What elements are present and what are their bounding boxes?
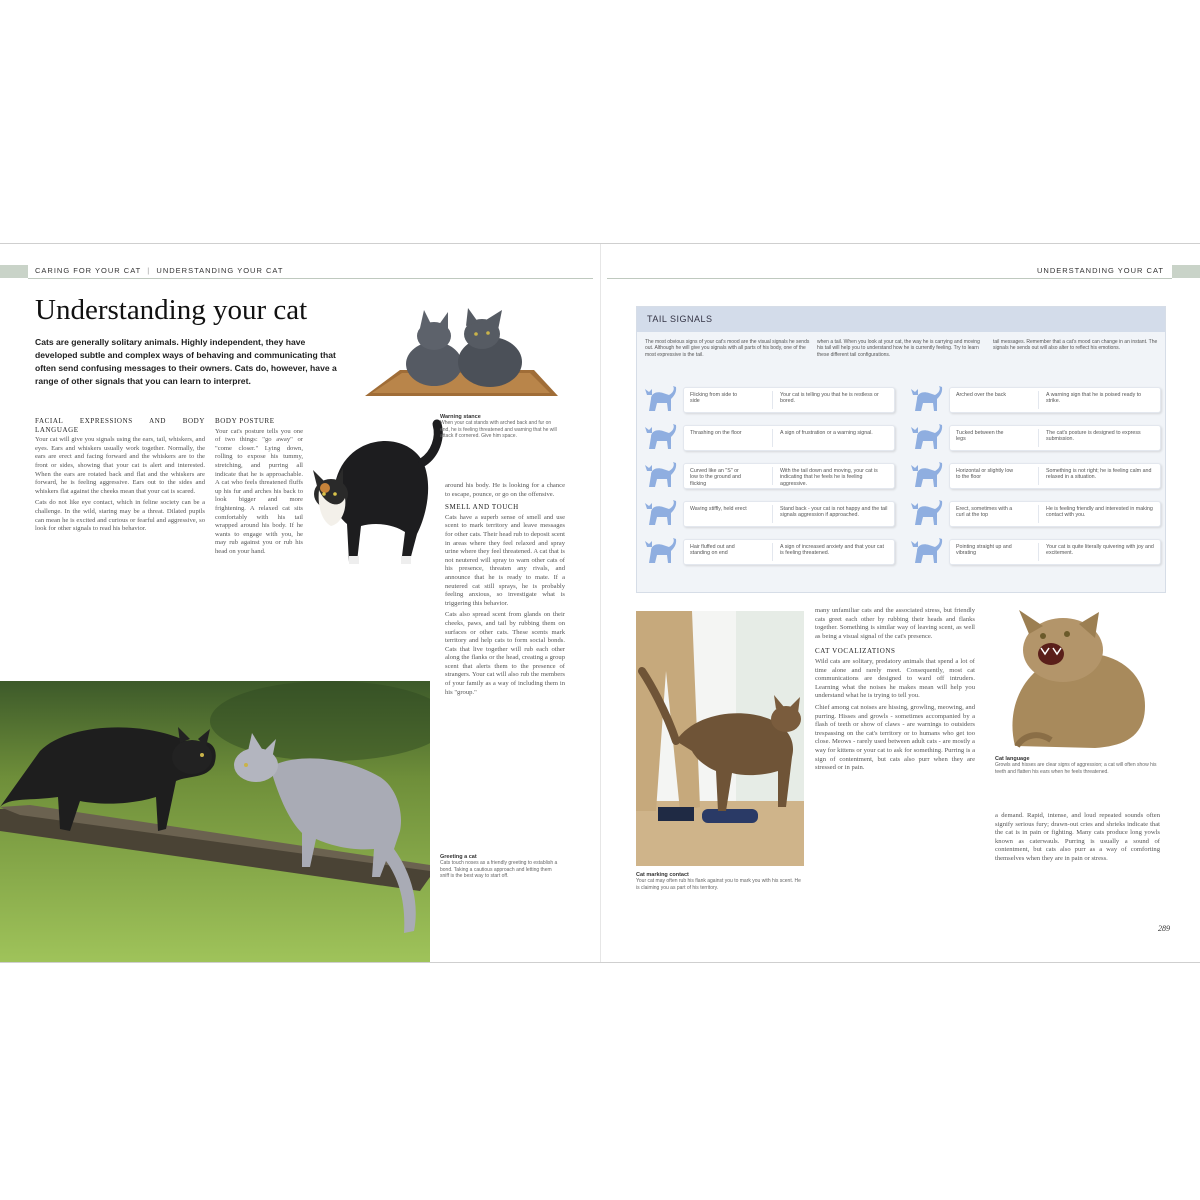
cat-silhouette-icon <box>643 461 677 489</box>
header-rule-right <box>607 278 1172 279</box>
page-gutter <box>600 244 601 962</box>
arched-cat-photo <box>305 414 445 569</box>
cat-silhouette-icon <box>909 385 943 413</box>
heading-body-posture: BODY POSTURE <box>215 417 275 425</box>
column-vocalizations-cont <box>995 812 1160 922</box>
divider <box>772 543 773 561</box>
tail-intro-1: The most obvious signs of your cat's mood are the visual signals he sends out. Although he will give you signals with all parts of his body, one of the most expressive is the tail. <box>645 339 810 358</box>
tail-signal-label: Horizontal or slightly low to the floor <box>956 468 1014 481</box>
tail-signal-card <box>949 425 1161 451</box>
caption-text: Growls and hisses are clear signs of aggression; a cat will often show his teeth and flatten his ears when he feels threatened. <box>995 762 1157 775</box>
page-title: Understanding your cat <box>35 294 308 326</box>
cat-marking-photo <box>636 611 804 866</box>
tail-signal-label: Thrashing on the floor <box>690 430 742 436</box>
divider <box>772 467 773 485</box>
tail-intro-2: when a tail. When you look at your cat, the way he is carrying and moving his tail will help you to understand how he is currently feeling. Try to learn these different tail configurations. <box>817 339 980 358</box>
tail-signal-card <box>949 387 1161 413</box>
paragraph: many unfamiliar cats and the associated stress, but friendly cats greet each other by rubbing their heads and flanks together. Something is similar way of leaving scent, as well as being a visual signal of the cat's presence. <box>815 607 975 640</box>
header-tab-right <box>1172 265 1200 278</box>
cats-on-log-photo <box>0 681 430 962</box>
paragraph: Your cat's posture tells you one of two things: "go away" or "come closer." Lying down, rolling to expose his tummy, stretching, and purring all indicate that he is approachable. A cat who feels threatened fluffs up his fur and arches his back to look bigger and more frightening. A relaxed cat sits comfortably with his tail wrapped around his body. If he wants to engage with you, he may rub against you or rub his head on your hand. <box>215 427 303 555</box>
cats-on-mat-photo <box>362 302 562 398</box>
tail-signal-label: Tucked between the legs <box>956 430 1004 443</box>
cat-silhouette-icon <box>643 385 677 413</box>
tail-signals-panel <box>636 306 1166 593</box>
cat-silhouette-icon <box>643 537 677 565</box>
tail-intro-3: tail messages. Remember that a cat's mood can change in an instant. The signals he sends out will also alter to reflect his emotions. <box>993 339 1158 352</box>
column-body-posture-cont <box>215 579 435 679</box>
tail-signal-meaning: Something is not right; he is feeling calm and relaxed in a situation. <box>1046 468 1152 481</box>
heading-smell-touch: SMELL AND TOUCH <box>445 503 519 512</box>
tail-signal-label: Flicking from side to side <box>690 392 738 405</box>
hissing-cat-photo <box>995 606 1150 751</box>
header-chapter: CARING FOR YOUR CAT <box>35 266 142 275</box>
cat-silhouette-icon <box>643 423 677 451</box>
tail-signal-meaning: A sign of increased anxiety and that your cat is feeling threatened. <box>780 544 884 557</box>
tail-signal-meaning: The cat's posture is designed to express submission. <box>1046 430 1141 443</box>
caption-warning-stance <box>440 414 562 440</box>
book-spread <box>0 243 1200 963</box>
tail-signal-card <box>949 501 1161 527</box>
caption-title: Cat language <box>995 756 1030 762</box>
tail-signal-meaning: He is feeling friendly and interested in making contact with you. <box>1046 506 1153 519</box>
running-header-right: UNDERSTANDING YOUR CAT <box>1036 266 1164 275</box>
paragraph: a demand. Rapid, intense, and loud repeated sounds often signify serious fury; drawn-out cries and shrieks indicate that the cat is in pain or fighting. Many cats produce long yowls known as caterwauls. Purring is usually a sound of contentment, but cats also purr as a way of comforting themselves when they are in pain or stress. <box>995 812 1160 862</box>
column-smell-touch <box>445 482 565 847</box>
divider <box>1038 543 1039 561</box>
divider <box>772 429 773 447</box>
header-tab-left <box>0 265 28 278</box>
paragraph: Cats have a superb sense of smell and use scent to mark territory and leave messages for other cats. Their head rub to deposit scent in areas where they feel relaxed and spray urine where they feel threatened. A cat that is not neutered will spray to warn other cats of his presence, threaten any rivals, and announce that he is ready to mate. If a neutered cat still sprays, he is probably feeling anxious, so investigate what is triggering this behavior. <box>445 513 565 607</box>
page-number: 289 <box>1158 924 1170 933</box>
tail-signal-card <box>683 501 895 527</box>
header-section: UNDERSTANDING YOUR CAT <box>156 266 284 275</box>
tail-signal-card <box>949 539 1161 565</box>
divider <box>1038 429 1039 447</box>
caption-text: Cats touch noses as a friendly greeting to establish a bond. Taking a cautious approach and letting them sniff is the best way to start off. <box>440 860 558 879</box>
column-facial-expressions <box>35 417 205 677</box>
paragraph: Cats also spread scent from glands on their cheeks, paws, and tail by rubbing them on surfaces or other cats. These scents mark territory and help cats to form social bonds. Cats that live together will rub each other along the flanks or the head, creating a group scent that alerts them to the presence of strangers. Your cat will also rub the members of your family as a way of including them in his "group." <box>445 611 565 696</box>
tail-signal-card <box>683 539 895 565</box>
tail-signal-label: Pointing straight up and vibrating <box>956 544 1012 557</box>
cat-silhouette-icon <box>909 537 943 565</box>
header-rule-left <box>28 278 593 279</box>
intro-text: Cats are generally solitary animals. Highly independent, they have developed subtle and complex ways of behaving and communicating that often send confusing messages to their owners. Cats do, however, have a range of other signals that you can learn to interpret. <box>35 337 337 386</box>
tail-signals-title: TAIL SIGNALS <box>637 307 1165 332</box>
paragraph: Wild cats are solitary, predatory animals that spend a lot of time alone and rarely meet. Consequently, most cat communications are designed to ward off intruders. Learning what the noises he makes mean will help you understand what he is trying to tell you. <box>815 657 975 700</box>
cat-silhouette-icon <box>909 499 943 527</box>
paragraph: Cats do not like eye contact, which in feline society can be a challenge. In the wild, staring may be a threat. Dilated pupils can mean he is excited and curious or fearful and aggressive, so look for other signals to read his behavior. <box>35 499 205 533</box>
tail-signal-card <box>683 387 895 413</box>
tail-signal-meaning: A warning sign that he is poised ready to strike. <box>1046 392 1142 405</box>
caption-title: Warning stance <box>440 414 481 420</box>
caption-marking <box>636 872 804 891</box>
caption-text: Your cat may often rub his flank against you to mark you with his scent. He is claiming you as part of his territory. <box>636 878 801 891</box>
caption-text: When your cat stands with arched back and fur on end, he is feeling threatened and warning that he will attack if cornered. Give him space. <box>440 420 557 439</box>
tail-signal-meaning: Stand back - your cat is not happy and the tail signals aggression if approached. <box>780 506 888 519</box>
tail-signal-label: Arched over the back <box>956 392 1007 398</box>
paragraph: Your cat will give you signals using the ears, tail, whiskers, and eyes. Ears and whiskers usually work together. Normally, the ears are erect and facing forward and the whiskers are to the front or sides, showing that your cat is alert and interested. When the ears are rotated back and flat and the whiskers are forward, he is feeling aggressive. Ears out to the sides and whiskers flat against the cheeks mean that your cat is scared. <box>35 436 205 495</box>
cat-silhouette-icon <box>643 499 677 527</box>
tail-signal-card <box>949 463 1161 489</box>
heading-facial-expressions: FACIAL EXPRESSIONS AND BODY LANGUAGE <box>35 417 205 434</box>
divider <box>1038 391 1039 409</box>
paragraph: around his body. He is looking for a chance to escape, pounce, or go on the offensive. <box>445 482 565 498</box>
tail-signal-card <box>683 463 895 489</box>
heading-vocalizations: CAT VOCALIZATIONS <box>815 647 896 656</box>
divider <box>772 391 773 409</box>
tail-signal-label: Hair fluffed out and standing on end <box>690 544 735 557</box>
tail-signal-meaning: Your cat is telling you that he is restless or bored. <box>780 392 879 405</box>
cat-silhouette-icon <box>909 461 943 489</box>
caption-title: Cat marking contact <box>636 872 689 878</box>
divider <box>1038 505 1039 523</box>
column-vocalizations <box>815 607 975 922</box>
tail-signal-label: Erect, sometimes with a curl at the top <box>956 506 1013 519</box>
caption-greeting <box>440 854 560 880</box>
divider <box>1038 467 1039 485</box>
tail-signal-label: Curved like an "S" or low to the ground and flicking <box>690 468 741 487</box>
caption-title: Greeting a cat <box>440 854 477 860</box>
tail-signal-meaning: A sign of frustration or a warning signal. <box>780 430 873 436</box>
caption-cat-language <box>995 756 1160 775</box>
tail-signal-meaning: Your cat is quite literally quivering with joy and excitement. <box>1046 544 1154 557</box>
running-header-left: CARING FOR YOUR CAT | UNDERSTANDING YOUR CAT <box>35 266 284 275</box>
cat-silhouette-icon <box>909 423 943 451</box>
tail-signal-meaning: With the tail down and moving, your cat is indicating that he feels he is feeling aggressive. <box>780 468 878 487</box>
tail-signal-card <box>683 425 895 451</box>
divider <box>772 505 773 523</box>
tail-signal-label: Waving stiffly, held erect <box>690 506 747 512</box>
paragraph: Chief among cat noises are hissing, growling, meowing, and purring. Hisses and growls - sometimes accompanied by a flash of teeth or show of claws - are warnings to outsiders trespassing on the cat's territory or to humans who get too close. Meows - rarely used between adult cats - are mostly a way for kittens or your cat to ask for something. Purring is a sign of contentment, but cats also purr when they are stressed or in pain. <box>815 703 975 772</box>
